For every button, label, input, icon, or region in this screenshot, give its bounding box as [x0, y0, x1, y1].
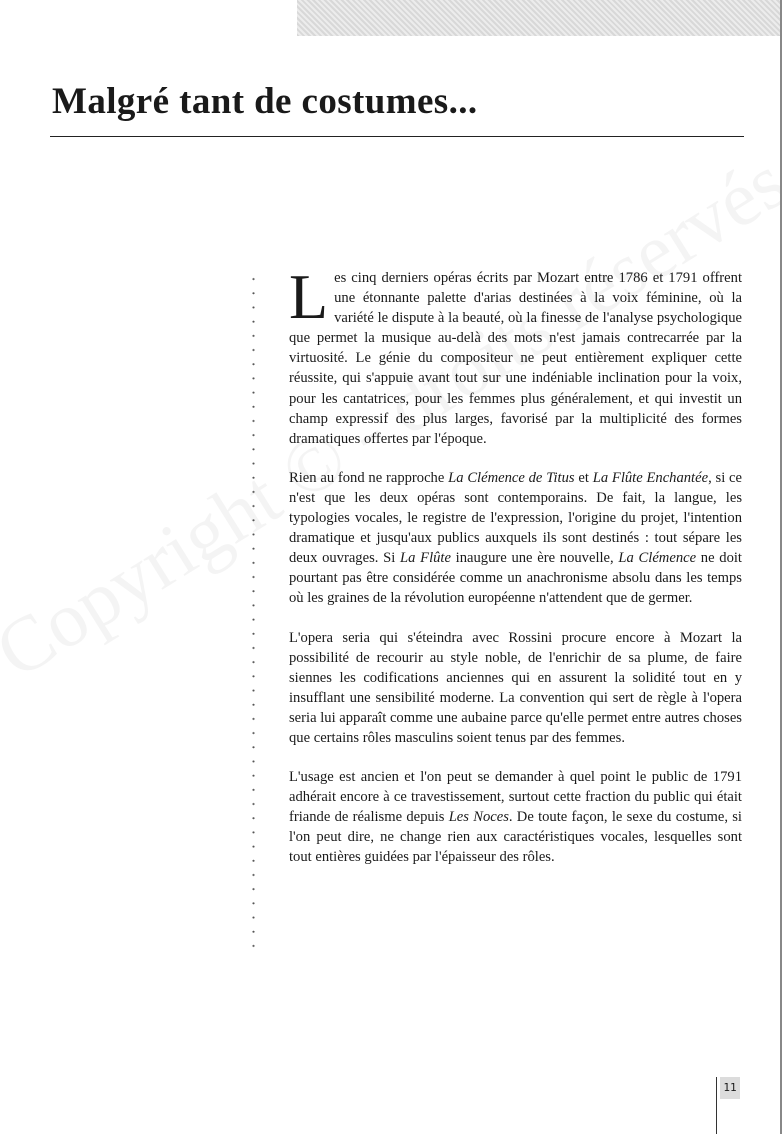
paragraph-2 [289, 468, 742, 609]
paragraph-3 [289, 628, 742, 749]
title-rule [50, 136, 744, 137]
text-run: Rien au fond ne rapproche [289, 469, 449, 486]
paragraph-1 [289, 261, 742, 449]
article-body [289, 261, 742, 887]
text-run: inaugure une ère nouvelle, [450, 550, 619, 567]
text-run: et [574, 469, 593, 486]
text-run: es cinq derniers opéras écrits par Mozart entre 1786 et 1791 offrent une étonnante palette d'arias destinées à la voix féminine, où la variété le dispute à la beauté, où la finesse de l'analyse psychologique que permet la musique au-delà des mots n'est jamais contrecarrée par la virtuosité. Le génie du compositeur ne peut entièrement expliquer cette réussite, qui s'appuie avant tout sur une indéniable inclination pour la voix, pour les cantatrices, pour les femmes plus généralement, et qui investit un champ expressif des plus larges, favorisé par la multiplicité des formes dramatiques offertes par l'époque. [289, 270, 742, 447]
opera-title: La Flûte Enchantée [592, 469, 709, 486]
opera-title: La Flûte [400, 550, 451, 567]
opera-title: La Clémence [618, 550, 697, 567]
page-number-line [716, 1077, 717, 1134]
text-run: ne doit pourtant pas être considérée comme un anachronisme absolu dans les temps où les graines de la révolution européenne n'attendent que de germer. [289, 550, 742, 607]
text-run: . De toute façon, le sexe du costume, si l'on peut dire, ne change rien aux caractéristiques vocales, lesquelles sont tout entières guidées par l'épaisseur des rôles. [289, 809, 742, 866]
text-run: L'usage est ancien et l'on peut se demander à quel point le public de 1791 adhérait encore à ce travestissement, surtout cette fraction du public qui était friande de réalisme depuis [289, 769, 742, 826]
drop-cap: L [289, 261, 329, 332]
page-title: Malgré tant de costumes... [52, 81, 478, 122]
text-run: , si ce n'est que les deux opéras sont contemporains. De fait, la langue, les typologies vocales, le registre de l'expression, l'origine du projet, l'intention dramatique et jusqu'aux publics auxquels ils sont destinés : tout sépare les deux ouvrages. Si [289, 469, 742, 567]
page-number: 11 [720, 1077, 740, 1099]
header-band [297, 0, 782, 36]
dotted-margin-line [252, 272, 255, 948]
text-run: L'opera seria qui s'éteindra avec Rossini procure encore à Mozart la possibilité de recourir au style noble, de l'enrichir de sa plume, de faire siennes les codifications anciennes qui en assurent la solidité tout en y insufflant une sensibilité moderne. La convention qui sert de règle à l'opera seria lui apparaît comme une aubaine parce qu'elle permet entre autres choses que certains rôles masculins soient tenus par des femmes. [289, 629, 742, 746]
paragraph-4 [289, 767, 742, 867]
opera-title: Les Noces [448, 809, 509, 826]
opera-title: La Clémence de Titus [448, 469, 575, 486]
